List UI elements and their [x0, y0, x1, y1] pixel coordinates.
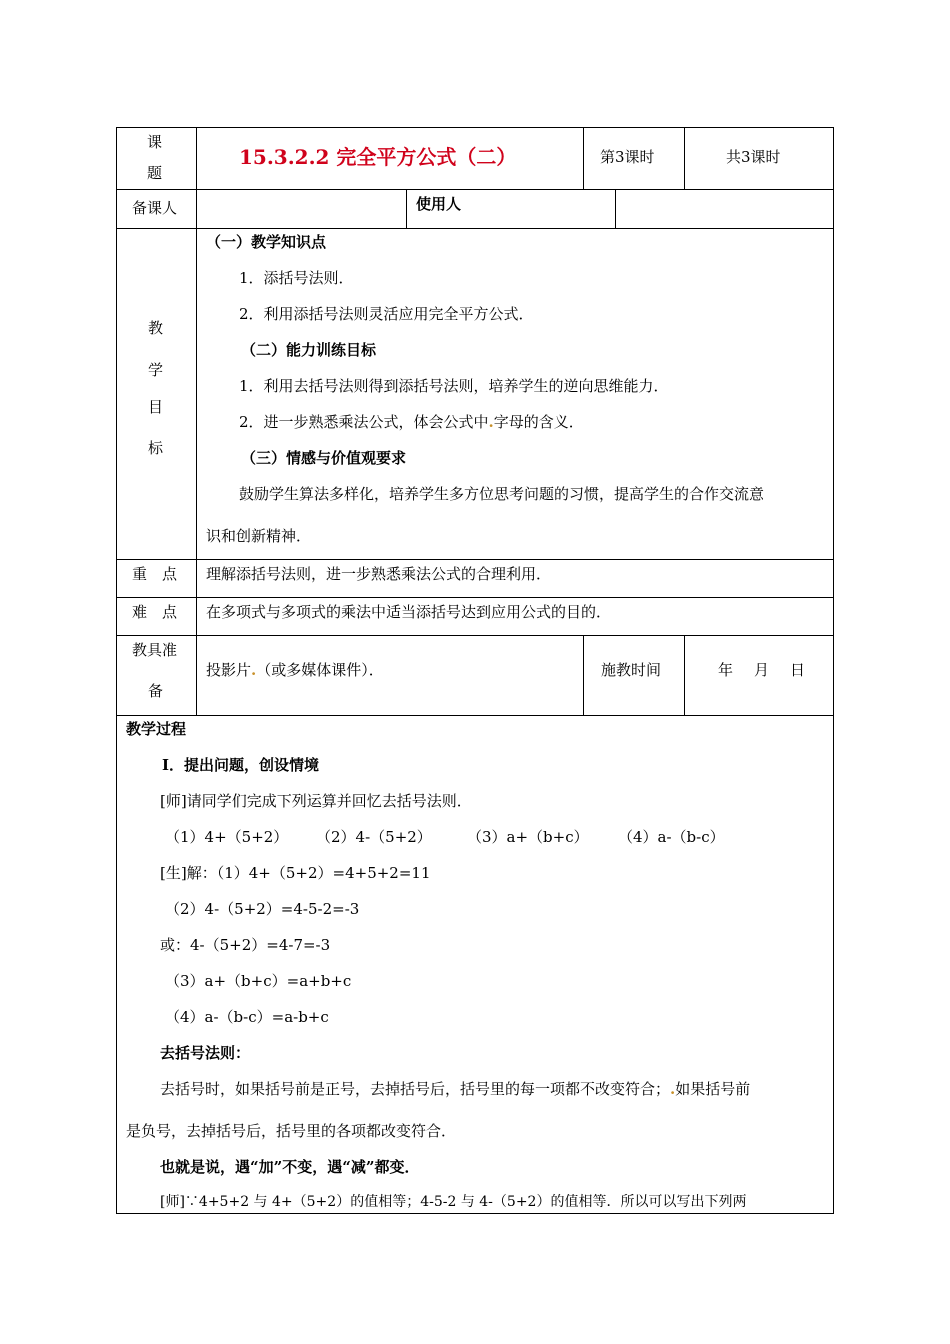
prep-person-label: 备课人 — [132, 199, 178, 217]
difficulty-label: 难 点 — [132, 603, 178, 621]
teacher-line: [师]∵4+5+2 与 4+（5+2）的值相等；4-5-2 与 4-（5+2）的值相等．所以可以写出下列两 — [160, 1194, 747, 1210]
column-divider — [583, 635, 584, 715]
column-divider — [583, 127, 584, 189]
mark-dot: . — [670, 1080, 676, 1098]
teacher-line: [师]请同学们完成下列运算并回忆去括号法则． — [160, 792, 472, 810]
exercise-item: （3）a+（b+c） — [467, 828, 589, 846]
objective-item: 1．利用去括号法则得到添括号法则，培养学生的逆向思维能力． — [239, 377, 669, 395]
lesson-title: 15.3.2.2 完全平方公式（二） — [239, 145, 517, 169]
column-divider — [406, 189, 407, 228]
objective-text: 字母的含义． — [493, 413, 584, 431]
tools-text — [206, 660, 384, 680]
tools-text-part: 投影片 — [206, 661, 252, 679]
objective-text: 2．进一步熟悉乘法公式，体会公式中 — [239, 413, 489, 431]
lesson-number: 第3课时 — [600, 148, 655, 166]
objective-paragraph: 识和创新精神． — [206, 527, 312, 545]
user-label: 使用人 — [416, 195, 462, 213]
solution-line: （3）a+（b+c）=a+b+c — [165, 972, 352, 990]
rule-text: 如果括号前 — [675, 1080, 751, 1098]
rule-summary: 也就是说，遇“加”不变，遇“减”都变． — [160, 1158, 420, 1176]
row-divider — [116, 597, 834, 598]
topic-label: 课 — [147, 133, 163, 151]
key-point-text: 理解添括号法则，进一步熟悉乘法公式的合理利用． — [206, 565, 552, 583]
row-divider — [116, 635, 834, 636]
section-heading: （二）能力训练目标 — [241, 341, 377, 359]
objectives-label: 教 — [148, 319, 164, 337]
mark-dot: . — [488, 413, 494, 431]
row-divider — [116, 228, 834, 229]
solution-line: （4）a-（b-c）=a-b+c — [165, 1008, 329, 1026]
rule-paragraph — [160, 1079, 750, 1099]
solution-line: （2）4-（5+2）=4-5-2=-3 — [165, 900, 360, 918]
section-heading: （一）教学知识点 — [206, 233, 327, 251]
row-divider — [116, 715, 834, 716]
exercise-item: （1）4+（5+2） — [165, 828, 289, 846]
teaching-time-label: 施教时间 — [601, 661, 662, 679]
objective-item — [239, 412, 584, 432]
objectives-label: 标 — [148, 439, 164, 457]
column-divider — [196, 127, 197, 715]
objective-paragraph: 鼓励学生算法多样化，培养学生多方位思考问题的习惯，提高学生的合作交流意 — [239, 485, 765, 503]
lesson-total: 共3课时 — [726, 148, 781, 166]
topic-label: 题 — [147, 164, 163, 182]
column-divider — [684, 127, 685, 189]
column-divider — [615, 189, 616, 228]
objectives-label: 目 — [148, 398, 164, 416]
tools-label: 教具准 — [132, 641, 178, 659]
rule-text: 去括号时，如果括号前是正号，去掉括号后，括号里的每一项都不改变符合； — [160, 1080, 671, 1098]
objective-item: 2．利用添括号法则灵活应用完全平方公式． — [239, 305, 534, 323]
section-heading: （三）情感与价值观要求 — [241, 449, 407, 467]
row-divider — [116, 559, 834, 560]
mark-dot: . — [251, 661, 257, 679]
rule-paragraph: 是负号，去掉括号后，括号里的各项都改变符合． — [126, 1122, 457, 1140]
rule-heading: 去括号法则： — [160, 1044, 251, 1062]
objectives-label: 学 — [148, 361, 164, 379]
solution-line: 或：4-（5+2）=4-7=-3 — [160, 936, 331, 954]
exercise-item: （4）a-（b-c） — [618, 828, 725, 846]
exercise-item: （2）4-（5+2） — [316, 828, 432, 846]
student-line: [生]解：（1）4+（5+2）=4+5+2=11 — [160, 864, 431, 882]
row-divider — [116, 189, 834, 190]
difficulty-text: 在多项式与多项式的乘法中适当添括号达到应用公式的目的． — [206, 603, 612, 621]
column-divider — [684, 635, 685, 715]
key-point-label: 重 点 — [132, 565, 178, 583]
objective-item: 1．添括号法则． — [239, 269, 354, 287]
teaching-date: 年 月 日 — [718, 661, 809, 679]
step-heading: Ⅰ．提出问题，创设情境 — [162, 756, 320, 774]
tools-label: 备 — [148, 682, 164, 700]
process-heading: 教学过程 — [126, 720, 187, 738]
tools-text-part: （或多媒体课件）． — [256, 661, 384, 679]
